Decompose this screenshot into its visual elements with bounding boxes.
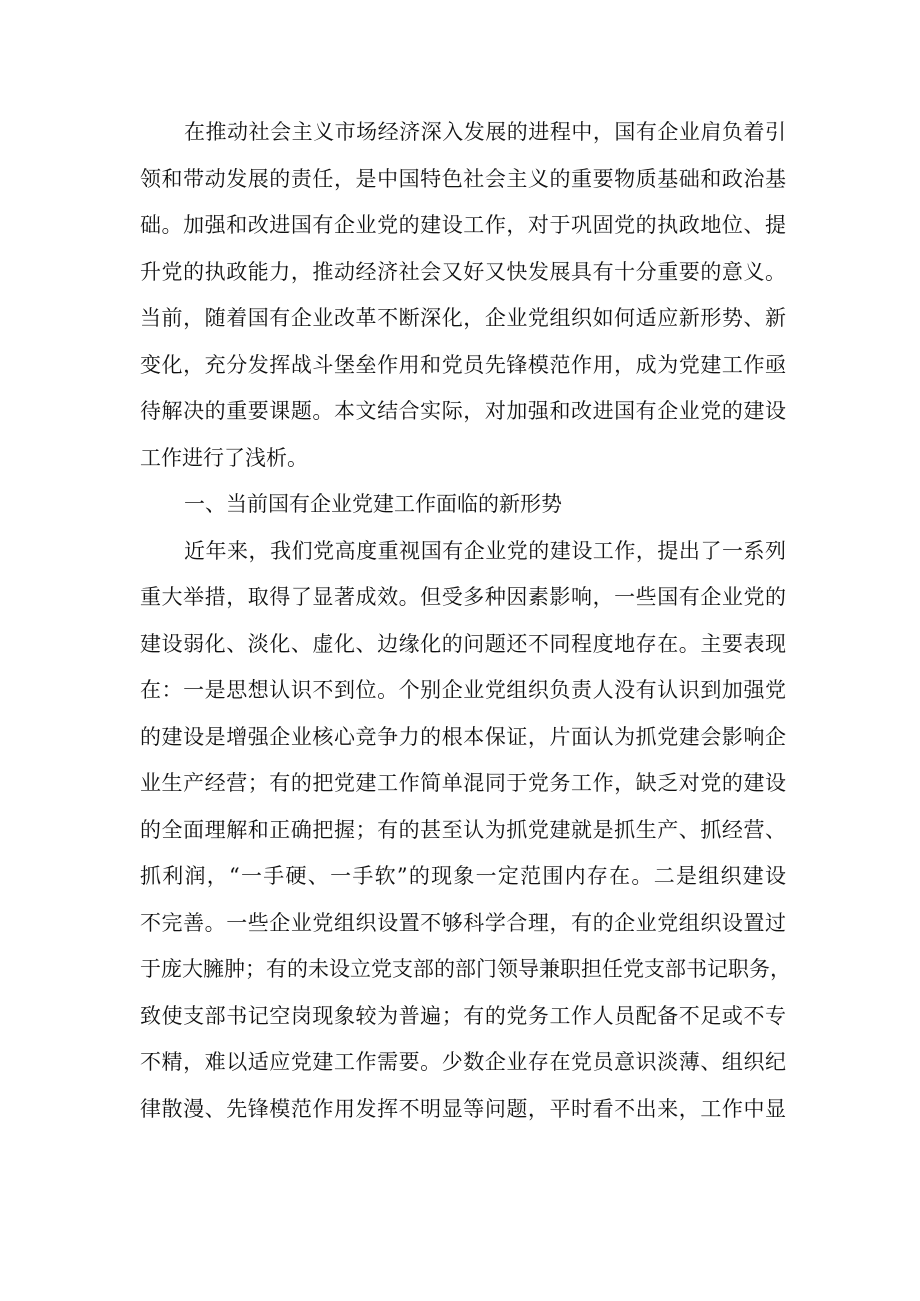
text-line: 于庞大臃肿；有的未设立党支部的部门领导兼职担任党支部书记职务， [140,957,791,981]
heading-text: 一、当前国有企业党建工作面临的新形势 [184,492,562,516]
text-line: 领和带动发展的责任，是中国特色社会主义的重要物质基础和政治基 [140,166,786,191]
text-line: 待解决的重要课题。本文结合实际，对加强和改进国有企业党的建设 [140,399,786,423]
section-heading [140,484,786,531]
text-line: 近年来，我们党高度重视国有企业党的建设工作，提出了一系列 [184,538,786,563]
text-line: 的建设是增强企业核心竞争力的根本保证，片面认为抓党建会影响企 [140,724,786,749]
text-line: 的全面理解和正确把握；有的甚至认为抓党建就是抓生产、抓经营、 [140,817,786,842]
text-line: 在推动社会主义市场经济深入发展的进程中，国有企业肩负着引 [184,120,786,144]
text-line: 在：一是思想认识不到位。个别企业党组织负责人没有认识到加强党 [140,678,786,702]
text-line: 重大举措，取得了显著成效。但受多种因素影响，一些国有企业党的 [140,585,786,609]
text-line: 不完善。一些企业党组织设置不够科学合理，有的企业党组织设置过 [140,910,786,935]
text-line: 当前，随着国有企业改革不断深化，企业党组织如何适应新形势、新 [140,306,786,330]
text-line: 升党的执政能力，推动经济社会又好又快发展具有十分重要的意义。 [140,259,786,284]
text-line: 工作进行了浅析。 [140,445,308,470]
document-page [140,112,791,1135]
text-line: 业生产经营；有的把党建工作简单混同于党务工作，缺乏对党的建设 [140,771,786,795]
text-line: 建设弱化、淡化、虚化、边缘化的问题还不同程度地存在。主要表现 [140,631,786,656]
text-line: 变化，充分发挥战斗堡垒作用和党员先锋模范作用，成为党建工作亟 [140,352,786,377]
paragraph-intro [140,112,786,484]
text-line: 不精，难以适应党建工作需要。少数企业存在党员意识淡薄、组织纪 [140,1050,786,1074]
text-line: 致使支部书记空岗现象较为普遍；有的党务工作人员配备不足或不专 [140,1003,786,1028]
text-line: 律散漫、先锋模范作用发挥不明显等问题，平时看不出来，工作中显 [140,1096,786,1121]
text-line: 抓利润，“一手硬、一手软”的现象一定范围内存在。二是组织建设 [140,864,786,888]
paragraph-body [140,531,791,1136]
text-line: 础。加强和改进国有企业党的建设工作，对于巩固党的执政地位、提 [140,213,786,237]
